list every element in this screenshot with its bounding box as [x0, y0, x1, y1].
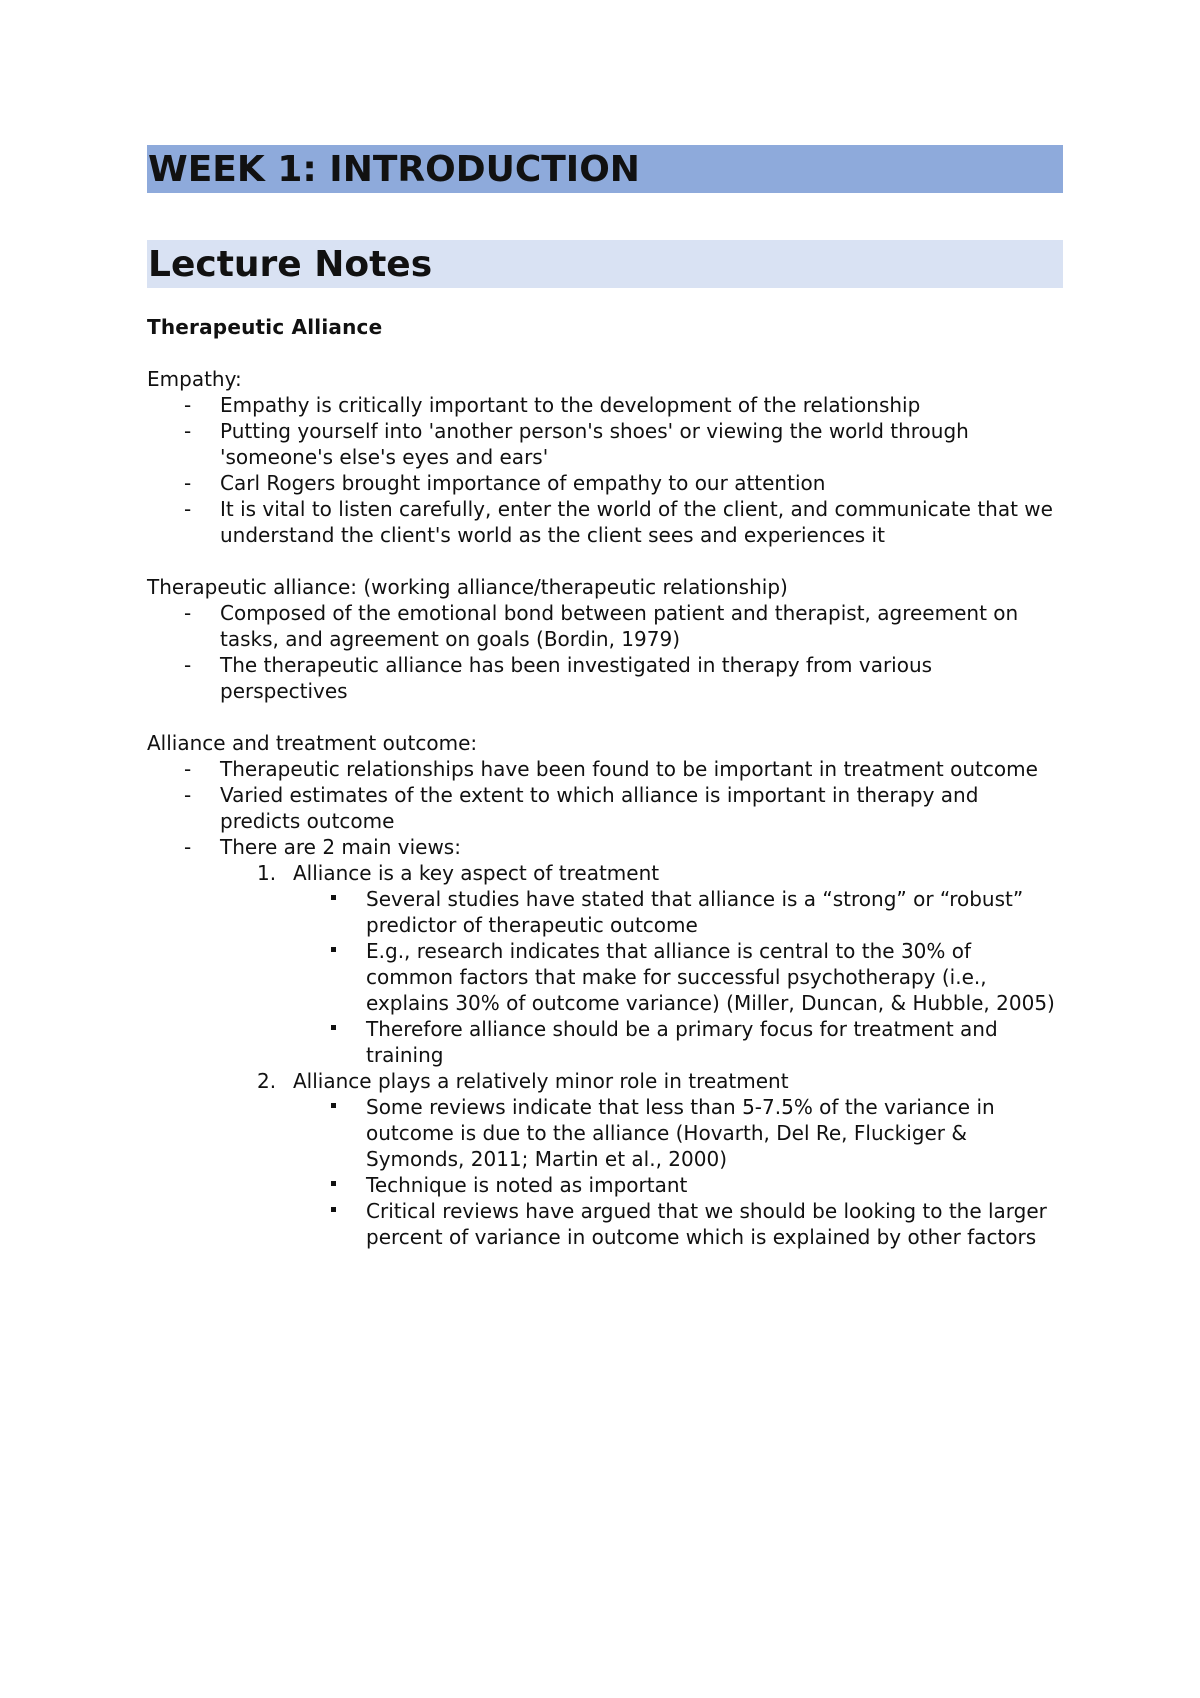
alliance-bullet-list [147, 600, 1063, 704]
lecture-notes-heading: Lecture Notes [147, 240, 1063, 288]
week-heading: WEEK 1: INTRODUCTION [147, 145, 1063, 193]
view-text: Alliance is a key aspect of treatment [293, 861, 660, 885]
outcome-bullet-list [147, 756, 1063, 860]
view-item-1 [147, 860, 1063, 886]
list-item: - Therapeutic relationships have been found to be important in treatment outcome [147, 756, 1063, 782]
empathy-bullet-list [147, 392, 1063, 548]
view-text: Alliance plays a relatively minor role in treatment [293, 1069, 789, 1093]
list-item: - Empathy is critically important to the development of the relationship [147, 392, 1063, 418]
section-title: Therapeutic alliance: (working alliance/therapeutic relationship) [147, 575, 788, 599]
list-item: - Putting yourself into 'another person's shoes' or viewing the world through 'someone's else's eyes and ears' [147, 418, 1063, 470]
main-views-list [147, 860, 1063, 886]
list-item: - Composed of the emotional bond between patient and therapist, agreement on tasks, and agreement on goals (Bordin, 1979) [147, 600, 1063, 652]
document-content [147, 145, 1063, 1250]
view-1-points [147, 886, 1063, 1068]
view-number: 1. [257, 861, 277, 885]
therapeutic-alliance-subheading: Therapeutic Alliance [147, 315, 383, 339]
list-item: Critical reviews have argued that we should be looking to the larger percent of variance in outcome which is explained by other factors [147, 1198, 1063, 1250]
list-item: Several studies have stated that alliance is a “strong” or “robust” predictor of therapeutic outcome [147, 886, 1063, 938]
list-item: - The therapeutic alliance has been investigated in therapy from various perspectives [147, 652, 1063, 704]
list-item: Technique is noted as important [147, 1172, 1063, 1198]
list-item: - It is vital to listen carefully, enter the world of the client, and communicate that we understand the client's world as the client sees and experiences it [147, 496, 1063, 548]
view-2-points [147, 1094, 1063, 1250]
main-views-list-continued [147, 1068, 1063, 1094]
empathy-section [147, 366, 1063, 548]
view-item-2 [147, 1068, 1063, 1094]
list-item: Some reviews indicate that less than 5-7.5% of the variance in outcome is due to the alliance (Hovarth, Del Re, Fluckiger & Symonds, 2011; Martin et al., 2000) [147, 1094, 1063, 1172]
list-item: - Carl Rogers brought importance of empathy to our attention [147, 470, 1063, 496]
alliance-outcome-section [147, 730, 1063, 1250]
list-item: E.g., research indicates that alliance is central to the 30% of common factors that make for successful psychotherapy (i.e., explains 30% of outcome variance) (Miller, Duncan, & Hubble, 2005) [147, 938, 1063, 1016]
view-number: 2. [257, 1069, 277, 1093]
list-item: - There are 2 main views: [147, 834, 1063, 860]
therapeutic-alliance-section [147, 574, 1063, 704]
list-item: - Varied estimates of the extent to which alliance is important in therapy and predicts outcome [147, 782, 1063, 834]
section-title: Alliance and treatment outcome: [147, 731, 478, 755]
list-item: Therefore alliance should be a primary focus for treatment and training [147, 1016, 1063, 1068]
section-title: Empathy: [147, 367, 242, 391]
